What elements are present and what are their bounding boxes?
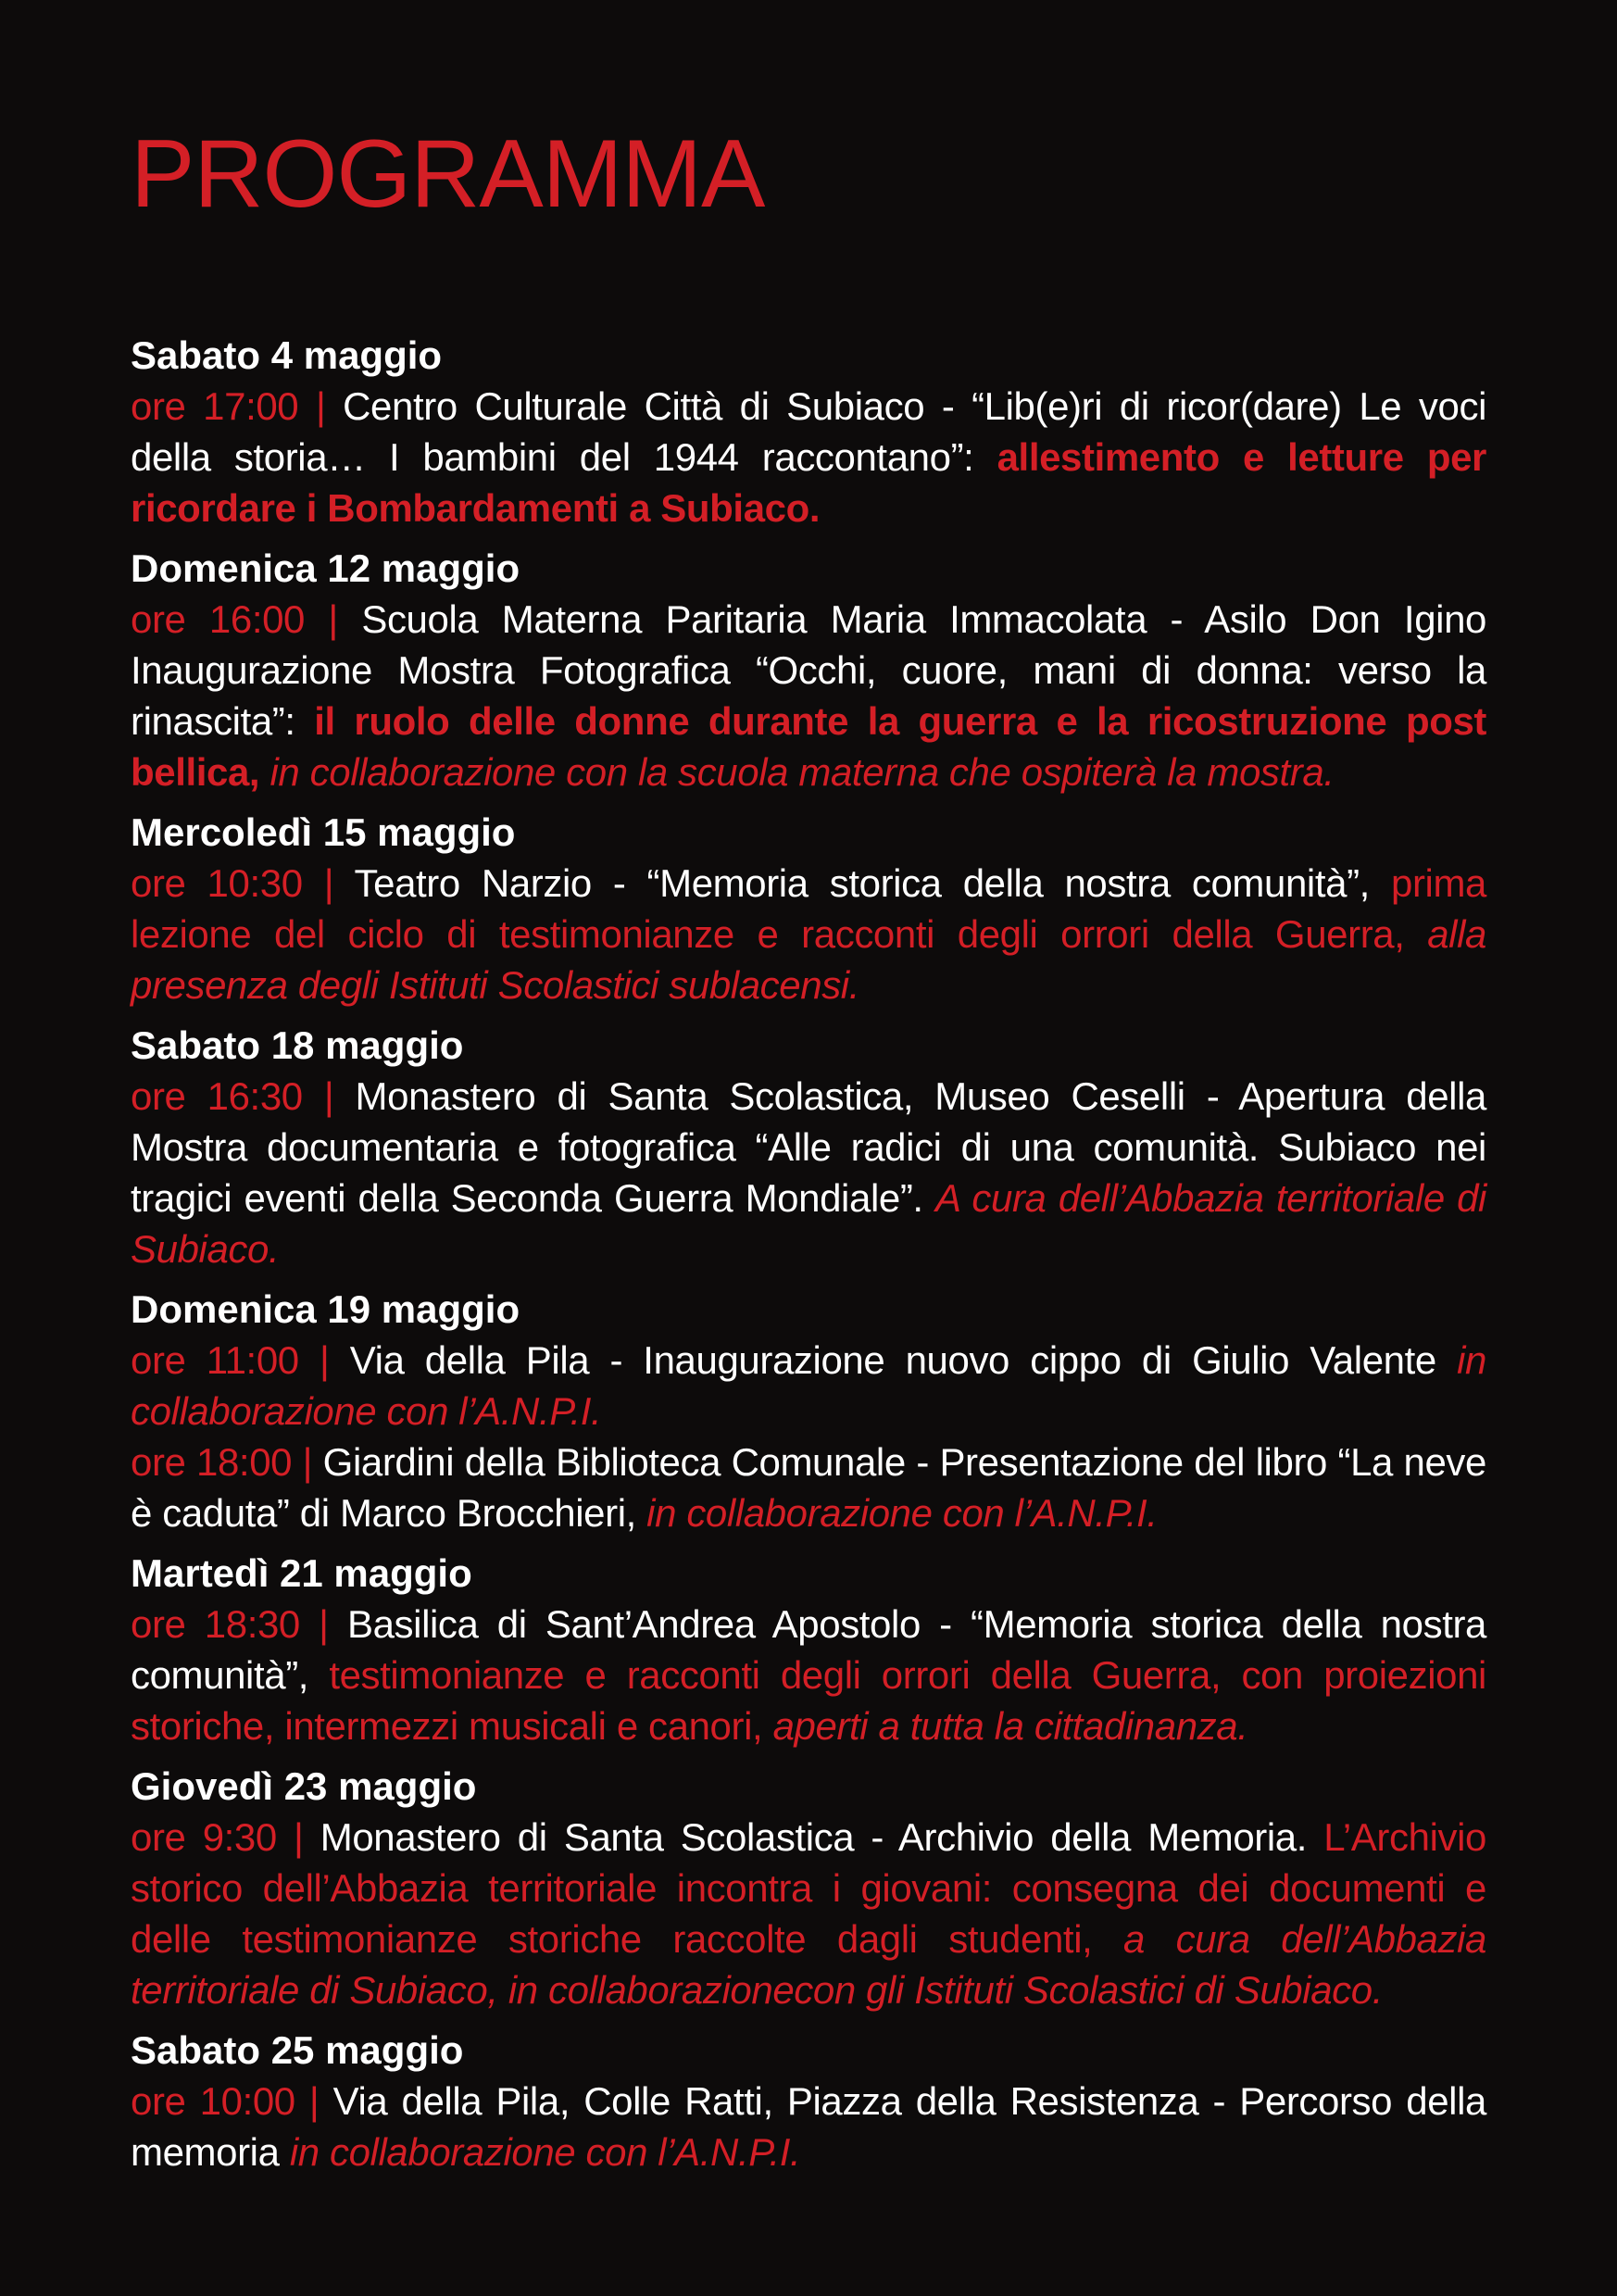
event-description-segment: Monastero di Santa Scolastica, Museo Ceselli - Apertura della Mostra documentaria e fotografica “Alle radici di una comunità. Subiaco nei tragici eventi della Seconda Guerra Mondiale”. bbox=[131, 1074, 1486, 1220]
program-list bbox=[131, 330, 1486, 2177]
event-day: Giovedì 23 maggio bbox=[131, 1764, 477, 1808]
event-description-segment: in collaborazione con l’A.N.P.I. bbox=[646, 1491, 1158, 1535]
event bbox=[131, 1548, 1486, 1751]
event bbox=[131, 807, 1486, 1010]
time-separator: | bbox=[302, 1074, 356, 1118]
event-entry bbox=[131, 1437, 1486, 1538]
event bbox=[131, 1284, 1486, 1538]
event-entry bbox=[131, 594, 1486, 797]
event-description-segment: Teatro Narzio - “Memoria storica della nostra comunità”, bbox=[354, 861, 1391, 905]
event-description-segment: il ruolo delle donne durante la guerra e la ricostruzione post bellica, bbox=[131, 699, 1487, 794]
event-entry bbox=[131, 858, 1486, 1010]
event bbox=[131, 1761, 1486, 2015]
event-day: Domenica 12 maggio bbox=[131, 546, 520, 590]
event-description-segment: aperti a tutta la cittadinanza. bbox=[772, 1704, 1248, 1748]
event-description-segment: testimonianze e racconti degli orrori della Guerra, con proiezioni storiche, intermezzi musicali e canori, bbox=[131, 1653, 1486, 1748]
event-description-segment: Monastero di Santa Scolastica - Archivio della Memoria. bbox=[320, 1815, 1324, 1859]
event-entry bbox=[131, 381, 1486, 533]
event bbox=[131, 330, 1486, 533]
event-entry bbox=[131, 1071, 1486, 1274]
event-description-segment: Via della Pila - Inaugurazione nuovo cippo di Giulio Valente bbox=[349, 1338, 1458, 1382]
event-description-segment: alla presenza degli Istituti Scolastici sublacensi. bbox=[131, 912, 1486, 1007]
event-day: Sabato 18 maggio bbox=[131, 1023, 464, 1067]
event-time: ore 10:30 bbox=[131, 861, 303, 905]
time-separator: | bbox=[305, 597, 362, 641]
page-title: PROGRAMMA bbox=[131, 120, 765, 228]
event-description-segment: in collaborazione con l’A.N.P.I. bbox=[289, 2130, 801, 2174]
time-separator: | bbox=[298, 384, 344, 428]
event bbox=[131, 2025, 1486, 2177]
event-time: ore 18:30 bbox=[131, 1602, 300, 1646]
event-time: ore 16:30 bbox=[131, 1074, 303, 1118]
event-day: Mercoledì 15 maggio bbox=[131, 810, 516, 854]
event bbox=[131, 543, 1486, 797]
event-description-segment: Basilica di Sant’Andrea Apostolo - “Memoria storica della nostra comunità”, bbox=[131, 1602, 1487, 1697]
event-description-segment: a cura dell’Abbazia territoriale di Subiaco, in collaborazionecon gli Istituti Scolastici di Subiaco. bbox=[131, 1917, 1486, 2012]
event-description-segment: Giardini della Biblioteca Comunale - Presentazione del libro “La neve è caduta” di Marco Brocchieri, bbox=[131, 1440, 1486, 1535]
time-separator: | bbox=[295, 2079, 333, 2123]
event-description-segment: A cura dell’Abbazia territoriale di Subiaco. bbox=[131, 1176, 1486, 1271]
event-description-segment: prima lezione del ciclo di testimonianze e racconti degli orrori della Guerra, bbox=[131, 861, 1487, 956]
event-description-segment: in collaborazione con la scuola materna che ospiterà la mostra. bbox=[270, 750, 1335, 794]
event-day: Martedì 21 maggio bbox=[131, 1551, 472, 1595]
time-separator: | bbox=[299, 1602, 347, 1646]
event-entry bbox=[131, 2076, 1486, 2177]
event-description-segment: in collaborazione con l’A.N.P.I. bbox=[131, 1338, 1486, 1433]
event-time: ore 17:00 bbox=[131, 384, 299, 428]
event-day: Sabato 25 maggio bbox=[131, 2028, 464, 2072]
event-entry bbox=[131, 1599, 1486, 1751]
event-description-segment: allestimento e letture per ricordare i Bombardamenti a Subiaco. bbox=[131, 435, 1486, 530]
time-separator: | bbox=[298, 1338, 350, 1382]
time-separator: | bbox=[302, 861, 355, 905]
event-time: ore 9:30 bbox=[131, 1815, 277, 1859]
event-description-segment: L’Archivio storico dell’Abbazia territoriale incontra i giovani: consegna dei documenti e delle testimonianze storiche raccolte dagli studenti, bbox=[131, 1815, 1486, 1961]
event-day: Sabato 4 maggio bbox=[131, 333, 443, 377]
event-description-segment: Scuola Materna Paritaria Maria Immacolata - Asilo Don Igino Inaugurazione Mostra Fotografica “Occhi, cuore, mani di donna: verso la rinascita”: bbox=[131, 597, 1486, 743]
time-separator: | bbox=[276, 1815, 320, 1859]
event-time: ore 10:00 bbox=[131, 2079, 295, 2123]
event-day: Domenica 19 maggio bbox=[131, 1287, 520, 1331]
event-description-segment: Via della Pila, Colle Ratti, Piazza della Resistenza - Percorso della memoria bbox=[131, 2079, 1487, 2174]
event-entry bbox=[131, 1335, 1486, 1437]
event-time: ore 11:00 bbox=[131, 1338, 299, 1382]
event-time: ore 16:00 bbox=[131, 597, 306, 641]
event-description-segment: Centro Culturale Città di Subiaco - “Lib(e)ri di ricor(dare) Le voci della storia… I bambini del 1944 raccontano”: bbox=[131, 384, 1486, 479]
event-entry bbox=[131, 1812, 1486, 2015]
event-time: ore 18:00 bbox=[131, 1440, 293, 1484]
time-separator: | bbox=[292, 1440, 323, 1484]
event bbox=[131, 1020, 1486, 1274]
